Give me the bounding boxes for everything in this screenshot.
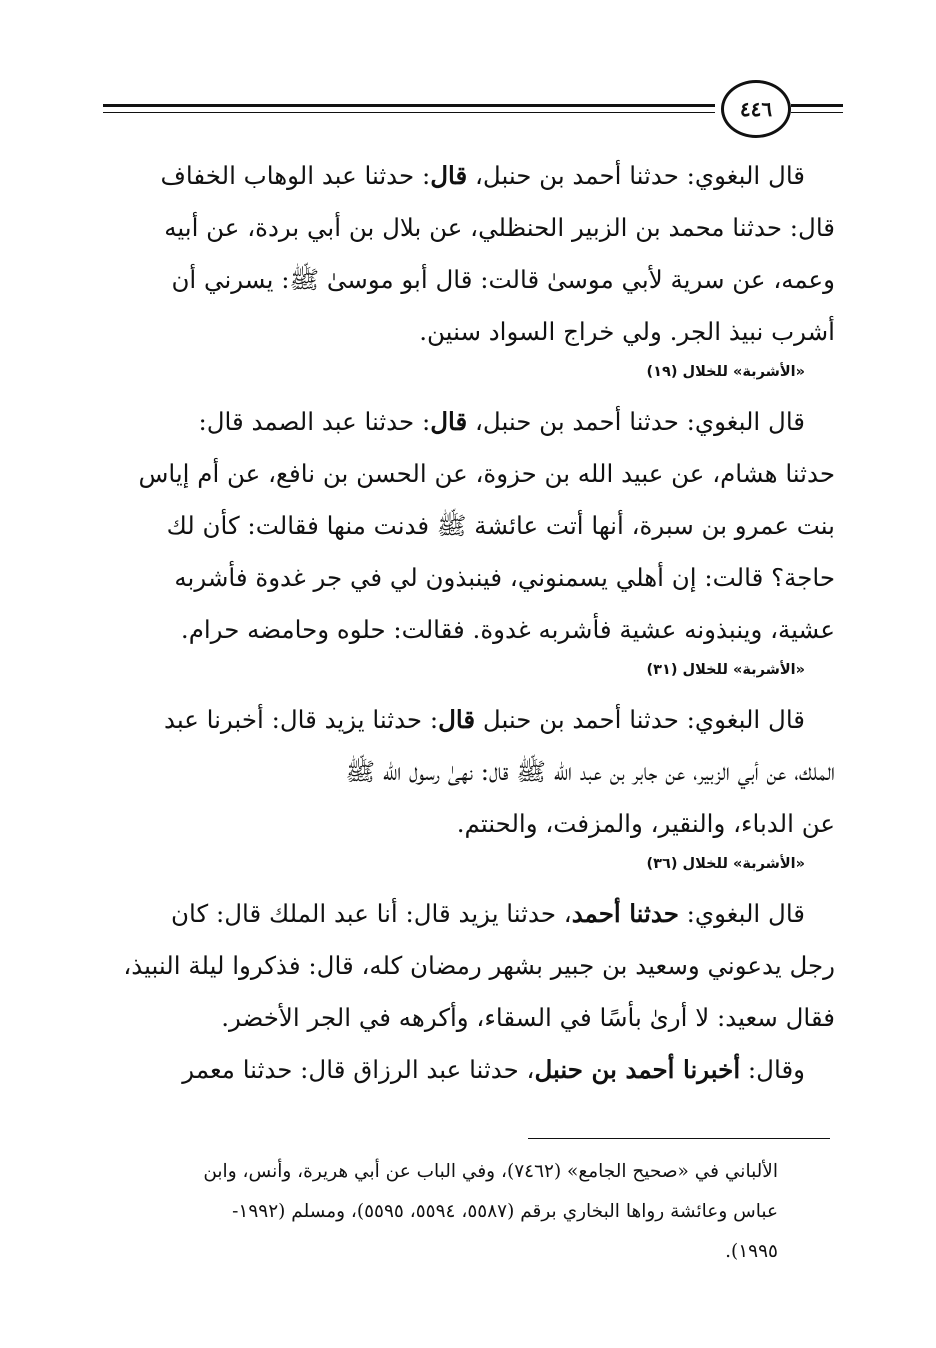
bold-run: قال (438, 705, 476, 734)
page-header (103, 78, 843, 138)
text-line (100, 940, 835, 992)
text-run: قال البغوي: حدثنا أحمد بن حنبل، (467, 407, 805, 436)
text-line (100, 552, 835, 604)
text-line (100, 992, 835, 1044)
text-run: أشرب نبيذ الجر. ولي خراج السواد سنين. (419, 317, 835, 346)
text-run: الملك، عن أبي الزبير، عن جابر بن عبد الله ﷺ قال: نهىٰ رسول الله ﷺ (345, 757, 835, 786)
text-run: : حدثنا يزيد قال: أخبرنا عبد (163, 705, 439, 734)
text-run: قال البغوي: (678, 899, 805, 928)
source-citation: «الأشربة» للخلال (١٩) (646, 364, 805, 380)
text-line (100, 396, 835, 448)
text-run: وعمه، عن سرية لأبي موسىٰ قالت: قال أبو موسىٰ ﷺ: يسرني أن (171, 265, 835, 294)
text-run: قال البغوي: حدثنا أحمد بن حنبل، (467, 161, 805, 190)
text-line (100, 306, 835, 358)
footnote-separator (528, 1138, 830, 1139)
text-run: حدثنا هشام، عن عبيد الله بن حزوة، عن الحسن بن نافع، عن أم إياس (138, 459, 835, 488)
text-line (100, 448, 835, 500)
text-line (100, 1044, 835, 1096)
text-line (100, 604, 835, 656)
bold-run: حدثنا أحمد (571, 899, 679, 928)
text-run: فقال سعيد: لا أرىٰ بأسًا في السقاء، وأكرهه في الجر الأخضر. (221, 1003, 835, 1032)
footnote-line: الألباني في «صحيح الجامع» (٧٤٦٢)، وفي الباب عن أبي هريرة، وأنس، وابن (203, 1161, 778, 1182)
header-rule (103, 112, 715, 113)
text-line (100, 888, 835, 940)
header-rule (103, 104, 715, 107)
text-line (100, 746, 835, 798)
text-line (100, 254, 835, 306)
text-run: ، حدثنا عبد الرزاق قال: حدثنا معمر (182, 1055, 535, 1084)
header-rule (791, 112, 843, 113)
text-run: قال البغوي: حدثنا أحمد بن حنبل (475, 705, 805, 734)
footnote (100, 1152, 778, 1272)
text-run: رجل يدعوني وسعيد بن جبير بشهر رمضان كله، قال: فذكروا ليلة النبيذ، (123, 951, 835, 980)
text-run: ، حدثنا يزيد قال: أنا عبد الملك قال: كان (171, 899, 572, 928)
text-run: حاجة؟ قالت: إن أهلي يسمنوني، فينبذون لي في جر غدوة فأشربه (174, 563, 835, 592)
text-run: عشية، وينبذونه عشية فأشربه غدوة. فقالت: حلوه وحامضه حرام. (180, 615, 835, 644)
text-line (100, 500, 835, 552)
bold-run: قال (430, 407, 468, 436)
text-run: عن الدباء، والنقير، والمزفت، والحنتم. (456, 809, 835, 838)
main-text (100, 150, 835, 1096)
text-line (100, 694, 835, 746)
text-line (100, 798, 835, 850)
header-rule (791, 104, 843, 107)
text-run: : حدثنا عبد الوهاب الخفاف (160, 161, 431, 190)
bold-run: قال (430, 161, 468, 190)
footnote-line: عباس وعائشة رواها البخاري برقم (٥٥٨٧، ٥٥٩٤، ٥٥٩٥)، ومسلم (١٩٩٢- (232, 1201, 778, 1222)
text-run: قال: حدثنا محمد بن الزبير الحنظلي، عن بلال بن أبي بردة، عن أبيه (164, 213, 835, 242)
text-run: : حدثنا عبد الصمد قال: (198, 407, 431, 436)
source-citation: «الأشربة» للخلال (٣٦) (646, 856, 805, 872)
bold-run: أخبرنا أحمد بن حنبل (534, 1055, 741, 1084)
text-line (100, 202, 835, 254)
page-number: ٤٤٦ (721, 80, 791, 138)
text-line (100, 150, 835, 202)
text-run: وقال: (740, 1055, 805, 1084)
text-run: بنت عمرو بن سبرة، أنها أتت عائشة ﷺ فدنت منها فقالت: كأن لك (166, 511, 835, 540)
footnote-line: ١٩٩٥). (725, 1241, 778, 1262)
source-citation: «الأشربة» للخلال (٣١) (646, 662, 805, 678)
